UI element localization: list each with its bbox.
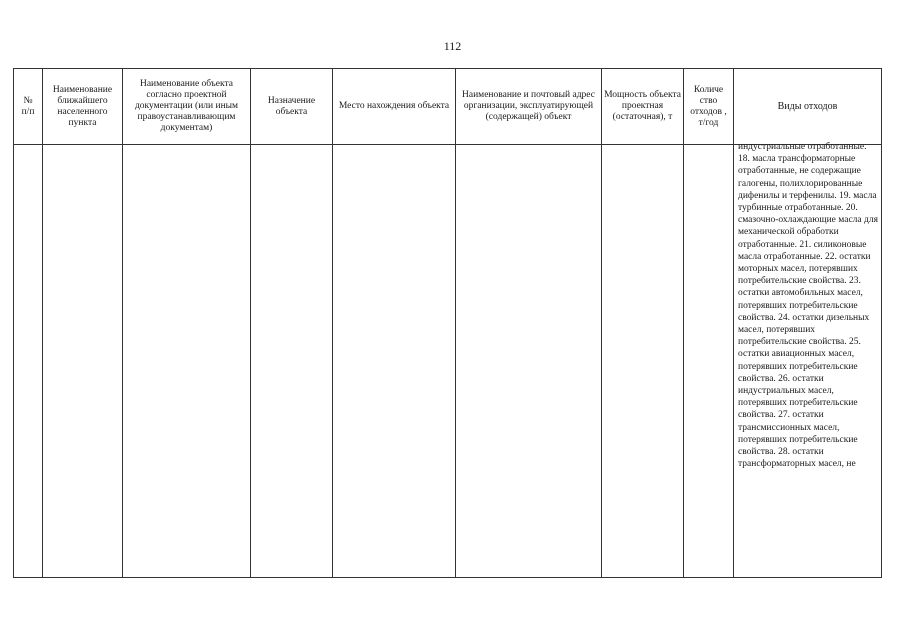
header-settlement: Наименование ближайшего населенного пункта bbox=[43, 69, 123, 145]
waste-objects-table bbox=[13, 68, 882, 578]
table-header-row bbox=[14, 69, 882, 145]
header-location: Место нахождения объекта bbox=[333, 69, 456, 145]
waste-types-text: индустриальные отработанные. 18. масла трансформаторные отработанные, не содержащие галогены, полихлорированные дифенилы и терфенилы. 19. масла турбинные отработанные. 20. смазочно-охлаждающие масла для механической обработки отработанные. 21. силиконовые масла отработанные. 22. остатки моторных масел, потерявших потребительские свойства. 23. остатки автомобильных масел, потерявших потребительские свойства. 24. остатки дизельных масел, потерявших потребительские свойства. 25. остатки авиационных масел, потерявших потребительские свойства. 26. остатки индустриальных масел, потерявших потребительские свойства. 27. остатки трансмиссионных масел, потерявших потребительские свойства. 28. остатки трансформаторных масел, не bbox=[738, 142, 878, 470]
cell-location bbox=[333, 145, 456, 578]
cell-num bbox=[14, 145, 43, 578]
header-object-name: Наименование объекта согласно проектной документации (или иным правоустанавливающим документам) bbox=[123, 69, 251, 145]
cell-waste-types bbox=[734, 142, 882, 578]
cell-purpose bbox=[251, 145, 333, 578]
cell-object-name bbox=[123, 145, 251, 578]
page-number: 112 bbox=[443, 39, 462, 53]
header-operator: Наименование и почтовый адрес организации, эксплуатирующей (содержащей) объект bbox=[456, 69, 602, 145]
header-purpose: Назначение объекта bbox=[251, 69, 333, 145]
header-capacity: Мощность объекта проектная (остаточная), т bbox=[602, 69, 684, 145]
cell-operator bbox=[456, 145, 602, 578]
header-quantity: Количе ство отходов , т/год bbox=[684, 69, 734, 145]
header-waste-types: Виды отходов bbox=[734, 69, 882, 145]
header-num: № п/п bbox=[14, 69, 43, 145]
cell-settlement bbox=[43, 145, 123, 578]
cell-capacity bbox=[602, 145, 684, 578]
cell-quantity bbox=[684, 145, 734, 578]
table-row bbox=[14, 145, 882, 578]
